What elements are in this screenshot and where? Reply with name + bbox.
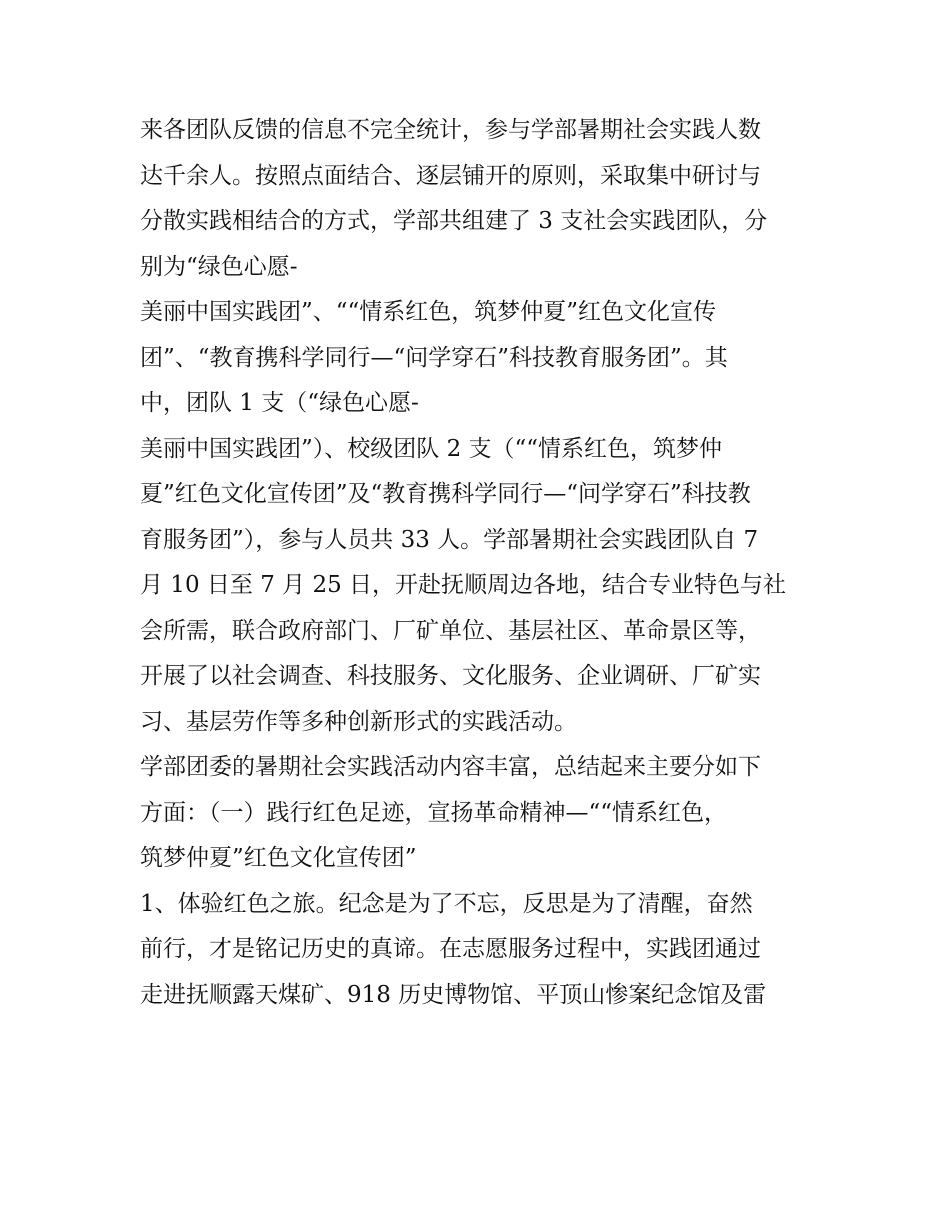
text-line: 团”、“教育携科学同行—“问学穿石”科技教育服务团”。其	[140, 344, 728, 371]
text-line: 美丽中国实践团”、““情系红色，筑梦仲夏”红色文化宣传	[140, 299, 717, 325]
text-line: 达千余人。按照点面结合、逐层铺开的原则，采取集中研讨与	[140, 162, 761, 189]
text-line: 习、基层劳作等多种创新形式的实践活动。	[140, 708, 577, 735]
text-line: 育服务团”），参与人员共 33 人。学部暑期社会实践团队自 7	[140, 526, 759, 553]
text-line: 方面：（一）践行红色足迹，宣扬革命精神—““情系红色，	[140, 799, 728, 826]
text-line: 会所需，联合政府部门、厂矿单位、基层社区、革命景区等，	[140, 617, 761, 644]
text-line: 来各团队反馈的信息不完全统计，参与学部暑期社会实践人数	[140, 117, 761, 143]
text-line: 别为“绿色心愿-	[140, 253, 298, 280]
text-line: 1、体验红色之旅。纪念是为了不忘，反思是为了清醒，奋然	[140, 890, 753, 917]
body-text	[140, 108, 820, 1018]
text-line: 学部团委的暑期社会实践活动内容丰富，总结起来主要分如下	[140, 754, 761, 780]
text-line: 月 10 日至 7 月 25 日，开赴抚顺周边各地，结合专业特色与社	[140, 572, 787, 598]
text-line: 筑梦仲夏”红色文化宣传团”	[140, 845, 417, 871]
text-line: 中，团队 1 支（“绿色心愿-	[140, 390, 419, 416]
text-line: 走进抚顺露天煤矿、918 历史博物馆、平顶山惨案纪念馆及雷	[140, 981, 767, 1008]
text-line: 开展了以社会调查、科技服务、文化服务、企业调研、厂矿实	[140, 663, 761, 689]
text-line: 美丽中国实践团”）、校级团队 2 支（““情系红色，筑梦仲	[140, 435, 723, 462]
text-line: 前行，才是铭记历史的真谛。在志愿服务过程中，实践团通过	[140, 936, 761, 962]
text-line: 夏”红色文化宣传团”及“教育携科学同行—“问学穿石”科技教	[140, 481, 751, 507]
text-line: 分散实践相结合的方式，学部共组建了 3 支社会实践团队，分	[140, 208, 768, 234]
